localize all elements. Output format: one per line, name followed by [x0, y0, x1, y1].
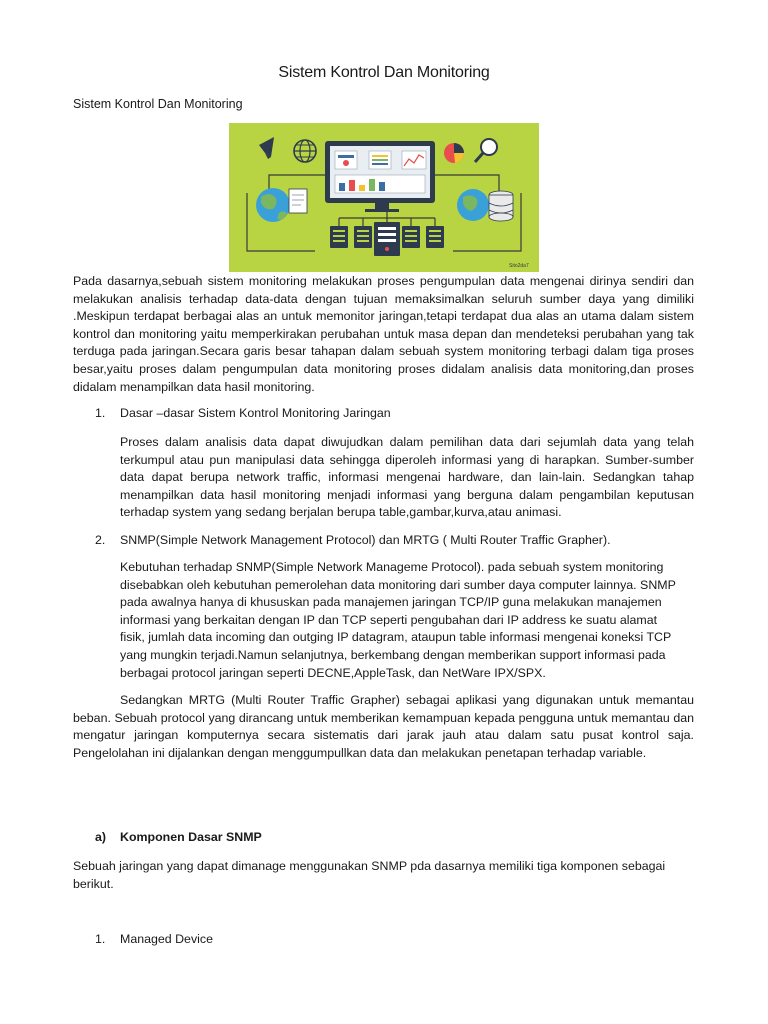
- list-item-title: Dasar –dasar Sistem Kontrol Monitoring Jaringan: [120, 406, 391, 420]
- list-number: 1.: [95, 932, 106, 946]
- list-item-title: SNMP(Simple Network Management Protocol) dan MRTG ( Multi Router Traffic Grapher).: [120, 533, 611, 547]
- list-item-body: Kebutuhan terhadap SNMP(Simple Network Manageme Protocol). pada sebuah system monitoring disebabkan oleh kebutuhan pemerolehan data monitoring dari sumber daya computer lainnya. SNMP pada awalnya hanya di khususkan pada manajemen jaringan TCP/IP guna melakukan manajemen informasi yang berkaitan dengan IP dan TCP seperti pengubahan dari IP address ke suatu alamat fisik, jumlah data incoming dan outging IP datagram, ataupun table informasi mengenai koneksi TCP yang mungkin terjadi.Namun selanjutnya, berkembang dengan memberikan support informasi pada berbagai protocol jaringan seperti DECNE,AppleTask, dan NetWare IPX/SPX.: [120, 560, 676, 680]
- list-number: 1.: [95, 406, 106, 420]
- list-number: 2.: [95, 533, 106, 547]
- watermark: Sito2da7: [509, 263, 529, 269]
- section-heading-a: [95, 830, 262, 844]
- list-item-body: Proses dalam analisis data dapat diwujudkan dalam pemilihan data dari sejumlah data yang telah terkumpul atau pun manipulasi data sehingga diperoleh informasi yang di harapkan. Sumber-sumber data dapat berupa network traffic, informasi mengenai hardware, dan lain-lain. Sedangkan tahap menampilkan data hasil monitoring menjadi informasi yang berguna dalam pengambilan keputusan terhadap system yang sedang berjalan berupa table,gambar,kurva,atau animasi.: [120, 435, 694, 520]
- section-label: a): [95, 830, 107, 844]
- document-title: Sistem Kontrol Dan Monitoring: [278, 64, 490, 81]
- network-monitoring-illustration: [229, 123, 539, 272]
- intro-paragraph: Pada dasarnya,sebuah sistem monitoring melakukan proses pengumpulan data mengenai dirinya sendiri dan melakukan analisis terhadap data-data dengan tujuan memaksimalkan seluruh sumber daya yang dimiliki .Meskipun terdapat berbagai alas an untuk memonitor jaringan,tetapi terdapat dua alas an utama dalam sistem kontrol dan monitoring yaitu memperkirakan perubahan untuk masa depan dan mendeteksi perubahan yang tak terduga pada jaringan.Secara garis besar tahapan dalam sebuah system monitoring terbagi dalam tiga proses besar,yaitu proses dalam pengumpulan data monitoring proses didalam analisis data monitoring,dan proses didalam menampilkan data hasil monitoring.: [73, 274, 694, 394]
- section-heading: Sistem Kontrol Dan Monitoring: [73, 97, 243, 111]
- mrtg-paragraph: Sedangkan MRTG (Multi Router Traffic Grapher) sebagai aplikasi yang digunakan untuk memantau beban. Sebuah protocol yang dirancang untuk memberikan kemampuan kepada pengguna untuk memantau dan mengatur jaringan komputernya secara sistematis dari jarak jauh atau dalam satu pusat kontrol saja. Pengelolahan ini dijalankan dengan menggumpullkan data dan melakukan penetapan terhadap variable.: [73, 693, 694, 760]
- monitor-icon: [325, 141, 435, 212]
- section-title: Komponen Dasar SNMP: [120, 830, 262, 844]
- pie-chart-icon: [444, 143, 464, 163]
- list-item-title: Managed Device: [120, 932, 213, 946]
- section-a-paragraph: Sebuah jaringan yang dapat dimanage menggunakan SNMP pda dasarnya memiliki tiga komponen sebagai berikut.: [73, 859, 666, 891]
